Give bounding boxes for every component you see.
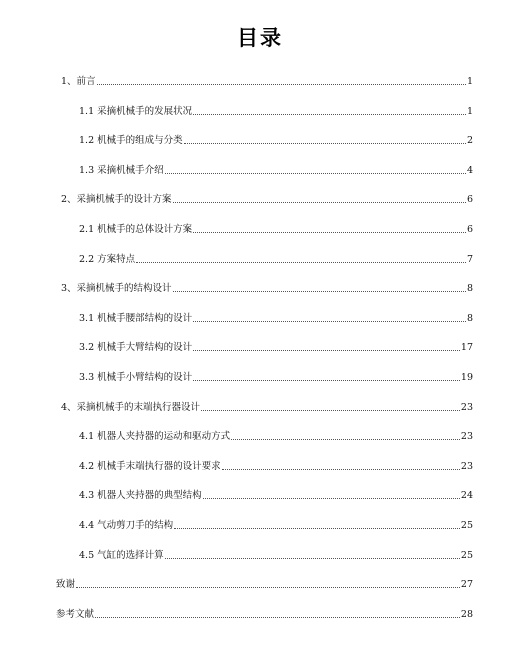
toc-dot-leader [193,321,466,322]
toc-entry-label: 4.5 气缸的选择计算 [79,549,164,561]
toc-entry[interactable] [61,279,473,295]
toc-dot-leader [193,232,466,233]
toc-entry-page-number: 17 [460,342,473,354]
toc-dot-leader [173,202,466,203]
toc-entry-label: 1.3 采摘机械手介绍 [79,164,164,176]
toc-entry-page-number: 1 [466,76,473,87]
toc-entry-page-number: 19 [460,372,473,383]
toc-entry[interactable] [79,457,473,473]
toc-entry[interactable] [79,309,473,325]
toc-entry-label: 4.2 机械手末端执行器的设计要求 [79,460,221,472]
toc-dot-leader [193,114,466,115]
toc-entry-page-number: 7 [466,253,473,265]
toc-entry[interactable] [79,161,473,177]
toc-entry-page-number: 8 [466,283,473,295]
toc-dot-leader [173,291,466,292]
toc-entry-label: 参考文献 [56,608,95,620]
toc-dot-leader [193,380,460,381]
toc-dot-leader [231,439,460,440]
toc-entry[interactable] [56,575,473,591]
toc-entry-label: 3、采摘机械手的结构设计 [61,283,172,295]
toc-entry[interactable] [61,398,473,414]
toc-dot-leader [95,617,460,618]
toc-entry-page-number: 1 [466,105,473,117]
toc-entry[interactable] [79,338,473,354]
toc-dot-leader [193,350,460,351]
toc-entry-label: 4.3 机器人夹持器的典型结构 [79,490,202,502]
toc-entry-label: 2、采摘机械手的设计方案 [61,194,172,206]
toc-entry-label: 3.1 机械手腰部结构的设计 [79,312,193,324]
toc-entry[interactable] [79,546,473,562]
toc-dot-leader [136,262,466,263]
toc-entry-label: 2.1 机械手的总体设计方案 [79,224,193,235]
toc-dot-leader [165,558,460,559]
toc-entry[interactable] [79,102,473,118]
toc-entry-label: 3.3 机械手小臂结构的设计 [79,372,193,383]
toc-dot-leader [76,587,460,588]
toc-entry[interactable] [56,605,473,621]
toc-dot-leader [184,143,466,144]
toc-entry-label: 4.1 机器人夹持器的运动和驱动方式 [79,431,231,443]
toc-entry[interactable] [79,427,473,443]
toc-entry-page-number: 23 [460,401,473,413]
toc-entry[interactable] [79,131,473,147]
toc-entry-page-number: 23 [460,460,473,472]
toc-entry[interactable] [79,486,473,502]
toc-dot-leader [97,84,466,85]
toc-entry-page-number: 28 [460,608,473,620]
toc-entry-page-number: 6 [466,224,473,235]
toc-dot-leader [174,528,460,529]
toc-dot-leader [222,469,460,470]
toc-entry-page-number: 25 [460,520,473,531]
toc-entry-label: 1、前言 [61,76,96,87]
toc-entry-label: 2.2 方案特点 [79,253,136,265]
toc-dot-leader [201,410,460,411]
toc-entry[interactable] [79,220,473,236]
toc-entry-page-number: 8 [466,312,473,324]
toc-entry-page-number: 27 [460,579,473,591]
toc-entry[interactable] [79,516,473,532]
toc-entry-label: 致谢 [56,579,76,591]
toc-entry[interactable] [61,72,473,88]
toc-entry-label: 3.2 机械手大臂结构的设计 [79,342,193,354]
toc-entry-page-number: 6 [466,194,473,206]
toc-entry-page-number: 4 [466,164,473,176]
toc-dot-leader [165,173,466,174]
toc-entry-label: 4.4 气动剪刀手的结构 [79,520,174,531]
toc-entry[interactable] [61,190,473,206]
toc-entry-page-number: 24 [460,490,473,502]
toc-entry-label: 4、采摘机械手的末端执行器设计 [61,401,201,413]
toc-entry-label: 1.2 机械手的组成与分类 [79,135,183,147]
toc-entry-page-number: 2 [466,135,473,147]
toc-entry[interactable] [79,250,473,266]
toc-entry-label: 1.1 采摘机械手的发展状况 [79,105,193,117]
page-title: 目录 [237,26,283,50]
toc-dot-leader [203,498,460,499]
toc-entry-page-number: 25 [460,549,473,561]
toc-entry-page-number: 23 [460,431,473,443]
toc-entry[interactable] [79,368,473,384]
